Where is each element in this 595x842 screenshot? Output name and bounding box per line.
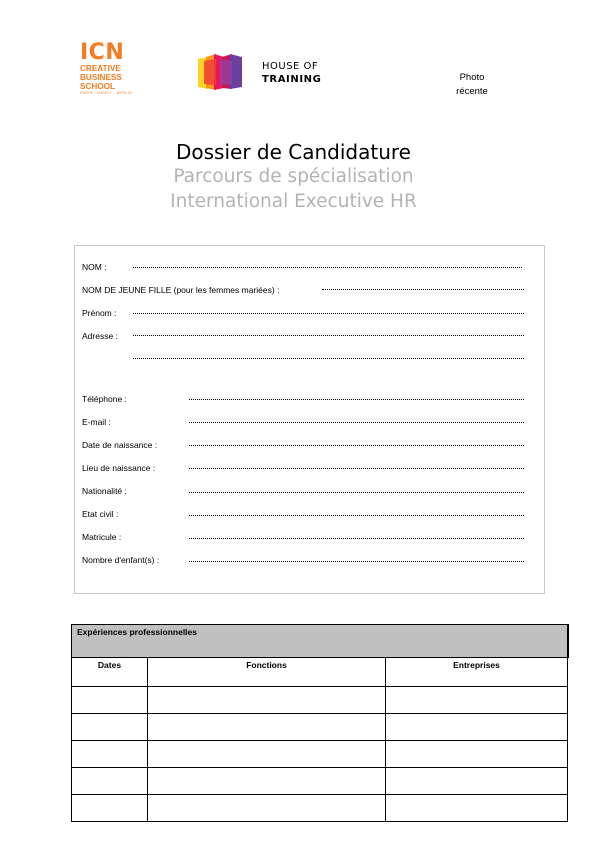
table-cell[interactable] — [386, 741, 568, 768]
page-title: Dossier de Candidature — [176, 140, 411, 164]
table-cell[interactable] — [72, 768, 148, 795]
matricule-label: Matricule : — [82, 532, 122, 542]
nationalite-label: Nationalité : — [82, 486, 127, 496]
matricule-field[interactable] — [189, 538, 524, 539]
telephone-label: Téléphone : — [82, 394, 127, 404]
nom-field[interactable] — [133, 267, 522, 268]
icn-logo-line: CREATIVE — [80, 64, 121, 73]
table-cell[interactable] — [72, 795, 148, 822]
etat-civil-label: Etat civil : — [82, 509, 119, 519]
icn-logo-text: ICN — [80, 40, 125, 65]
date-naissance-field[interactable] — [189, 445, 524, 446]
table-cell[interactable] — [72, 741, 148, 768]
page-subtitle: Parcours de spécialisation — [173, 166, 414, 187]
table-row — [72, 687, 568, 714]
table-cell[interactable] — [148, 741, 386, 768]
lieu-naissance-label: Lieu de naissance : — [82, 463, 156, 473]
table-cell[interactable] — [72, 714, 148, 741]
lieu-naissance-field[interactable] — [189, 468, 524, 469]
icn-logo — [80, 42, 140, 96]
table-row — [72, 714, 568, 741]
icn-logo-line: SCHOOL — [80, 82, 116, 91]
nom-jeune-fille-label: NOM DE JEUNE FILLE (pour les femmes mariées) : — [82, 285, 280, 295]
nationalite-field[interactable] — [189, 492, 524, 493]
photo-placeholder — [444, 71, 500, 99]
photo-label: Photo — [459, 72, 485, 83]
table-cell[interactable] — [148, 768, 386, 795]
photo-label-2: récente — [456, 86, 488, 97]
table-cell[interactable] — [148, 795, 386, 822]
icn-logo-cities: PARIS · NANCY · BERLIN — [80, 91, 133, 95]
table-cell[interactable] — [72, 687, 148, 714]
table-cell[interactable] — [386, 687, 568, 714]
icn-logo-line: BUSINESS — [80, 73, 122, 82]
table-row — [72, 741, 568, 768]
date-naissance-label: Date de naissance : — [82, 440, 158, 450]
nom-label: NOM : — [82, 262, 107, 272]
nom-jeune-fille-field[interactable] — [322, 289, 524, 290]
hot-line1: HOUSE OF — [262, 61, 319, 72]
telephone-field[interactable] — [189, 399, 524, 400]
candidate-info-box — [74, 245, 545, 594]
prenom-label: Prénom : — [82, 308, 117, 318]
house-of-training-logo-text — [262, 60, 321, 86]
adresse-field-line2[interactable] — [133, 358, 524, 359]
enfants-field[interactable] — [189, 561, 524, 562]
column-header-entreprises: Entreprises — [386, 658, 568, 687]
table-cell[interactable] — [386, 768, 568, 795]
adresse-field[interactable] — [133, 335, 524, 336]
table-row — [72, 768, 568, 795]
prenom-field[interactable] — [133, 313, 524, 314]
table-cell[interactable] — [148, 687, 386, 714]
adresse-label: Adresse : — [82, 331, 118, 341]
page-subtitle-2: International Executive HR — [170, 191, 417, 212]
table-cell[interactable] — [148, 714, 386, 741]
experiences-table — [71, 624, 569, 822]
house-of-training-logo-icon — [196, 51, 244, 91]
enfants-label: Nombre d'enfant(s) : — [82, 555, 160, 565]
column-header-fonctions: Fonctions — [148, 658, 386, 687]
email-label: E-mail : — [82, 417, 111, 427]
table-cell[interactable] — [386, 795, 568, 822]
etat-civil-field[interactable] — [189, 515, 524, 516]
table-row — [72, 795, 568, 822]
hot-line2: TRAINING — [262, 74, 322, 85]
column-header-dates: Dates — [72, 658, 148, 687]
table-cell[interactable] — [386, 714, 568, 741]
experiences-table-title: Expériences professionnelles — [72, 625, 568, 658]
email-field[interactable] — [189, 422, 524, 423]
